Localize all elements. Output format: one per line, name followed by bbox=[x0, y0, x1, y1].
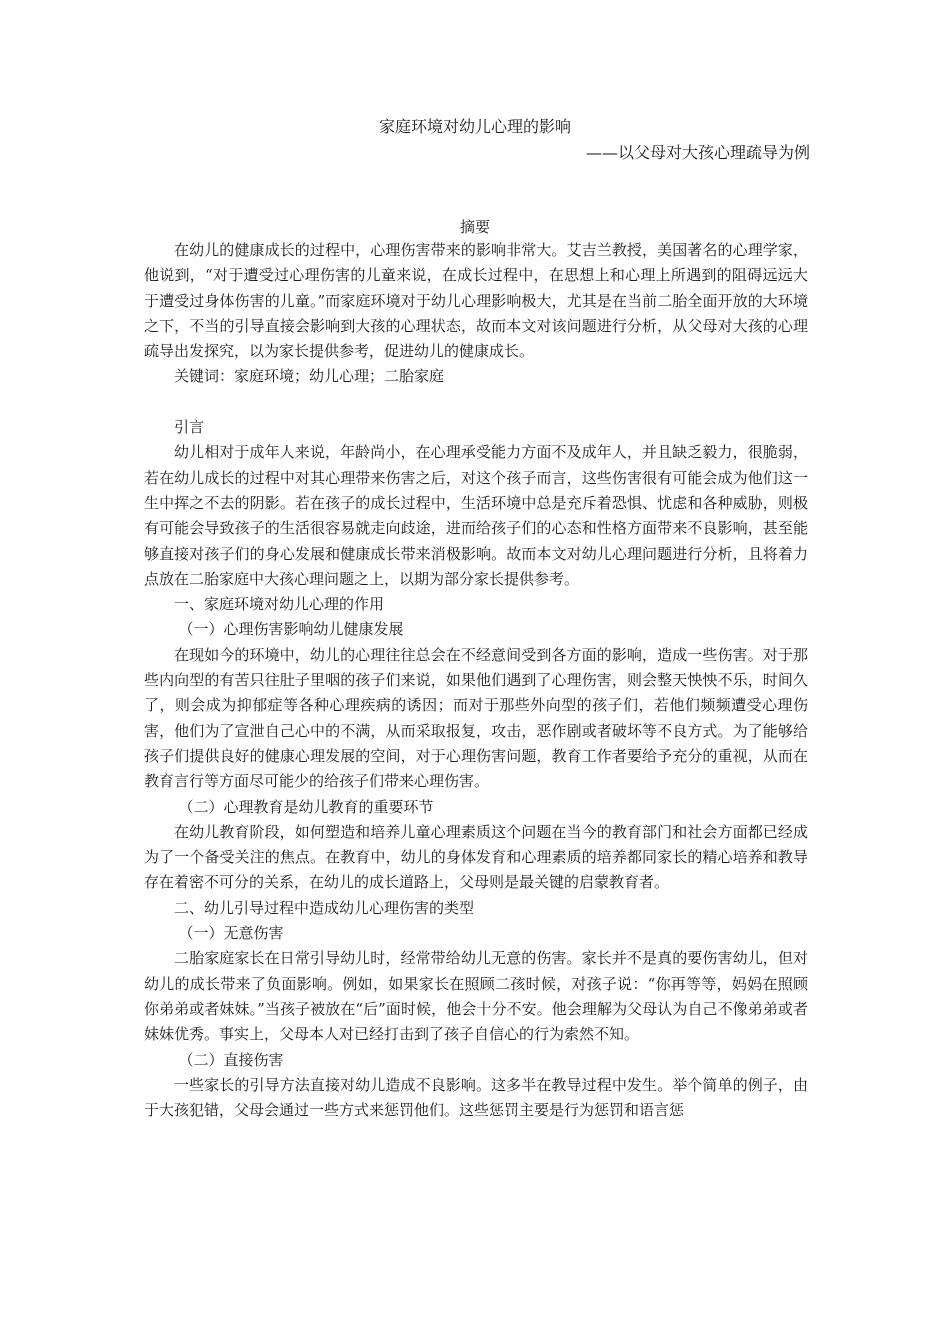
section-1-2-paragraph: 在幼儿教育阶段，如何塑造和培养儿童心理素质这个问题在当今的教育部门和社会方面都已经成为了一个备受关注的焦点。在教育中，幼儿的身体发育和心理素质的培养都同家长的精心培养和教导存在着密不可分的关系，在幼儿的成长道路上，父母则是最关键的启蒙教育者。 bbox=[144, 822, 808, 892]
intro-heading: 引言 bbox=[174, 418, 205, 437]
section-2-2-paragraph: 一些家长的引导方法直接对幼儿造成不良影响。这多半在教导过程中发生。举个简单的例子，由于大孩犯错，父母会通过一些方式来惩罚他们。这些惩罚主要是行为惩罚和语言惩 bbox=[144, 1075, 808, 1120]
document-body bbox=[144, 238, 808, 1123]
section-2-1-heading: （一）无意伤害 bbox=[178, 924, 284, 943]
section-2-heading: 二、幼儿引导过程中造成幼儿心理伤害的类型 bbox=[174, 898, 475, 917]
section-1-1-heading: （一）心理伤害影响幼儿健康发展 bbox=[178, 620, 404, 639]
section-1-heading: 一、家庭环境对幼儿心理的作用 bbox=[174, 595, 385, 614]
section-1-1-paragraph: 在现如今的环境中，幼儿的心理往往总会在不经意间受到各方面的影响，造成一些伤害。对于那些内向型的有苦只往肚子里咽的孩子们来说，如果他们遇到了心理伤害，则会整天怏怏不乐，时间久了，则会成为抑郁症等各种心理疾病的诱因；而对于那些外向型的孩子们，若他们频频遭受心理伤害，他们为了宣泄自己心中的不满，从而采取报复，攻击，恶作剧或者破坏等不良方式。为了能够给孩子们提供良好的健康心理发展的空间，对于心理伤害问题，教育工作者要给予充分的重视，从而在教育言行等方面尽可能少的给孩子们带来心理伤害。 bbox=[144, 645, 808, 791]
section-2-1-paragraph: 二胎家庭家长在日常引导幼儿时，经常带给幼儿无意的伤害。家长并不是真的要伤害幼儿，但对幼儿的成长带来了负面影响。例如，如果家长在照顾二孩时候，对孩子说：“你再等等，妈妈在照顾你弟弟或者妹妹。”当孩子被放在“后”面时候，他会十分不安。他会理解为父母认为自己不像弟弟或者妹妹优秀。事实上，父母本人对已经打击到了孩子自信心的行为索然不知。 bbox=[144, 949, 808, 1044]
document-subtitle: ——以父母对大孩心理疏导为例 bbox=[585, 143, 810, 162]
blank-line bbox=[144, 390, 808, 415]
abstract-heading: 摘要 bbox=[459, 218, 490, 236]
intro-paragraph: 幼儿相对于成年人来说，年龄尚小，在心理承受能力方面不及成年人，并且缺乏毅力，很脆弱，若在幼儿成长的过程中对其心理带来伤害之后，对这个孩子而言，这些伤害很有可能会成为他们这一生中挥之不去的阴影。若在孩子的成长过程中，生活环境中总是充斥着恐惧、忧虑和各种威胁，则极有可能会导致孩子的生活很容易就走向歧途，进而给孩子们的心态和性格方面带来不良影响，甚至能够直接对孩子们的身心发展和健康成长带来消极影响。故而本文对幼儿心理问题进行分析，且将着力点放在二胎家庭中大孩心理问题之上，以期为部分家长提供参考。 bbox=[144, 443, 808, 588]
section-2-2-heading: （二）直接伤害 bbox=[178, 1050, 284, 1069]
section-1-2-heading: （二）心理教育是幼儿教育的重要环节 bbox=[178, 797, 434, 816]
document-title: 家庭环境对幼儿心理的影响 bbox=[378, 117, 571, 136]
abstract-paragraph: 在幼儿的健康成长的过程中，心理伤害带来的影响非常大。艾吉兰教授，美国著名的心理学家，他说到，“对于遭受过心理伤害的儿童来说，在成长过程中，在思想上和心理上所遇到的阻碍远远大于遭受过身体伤害的儿童。”而家庭环境对于幼儿心理影响极大，尤其是在当前二胎全面开放的大环境之下，不当的引导直接会影响到大孩的心理状态，故而本文对该问题进行分析，从父母对大孩的心理疏导出发探究，以为家长提供参考，促进幼儿的健康成长。 bbox=[144, 241, 808, 361]
keywords-line: 关键词：家庭环境；幼儿心理；二胎家庭 bbox=[174, 367, 445, 386]
